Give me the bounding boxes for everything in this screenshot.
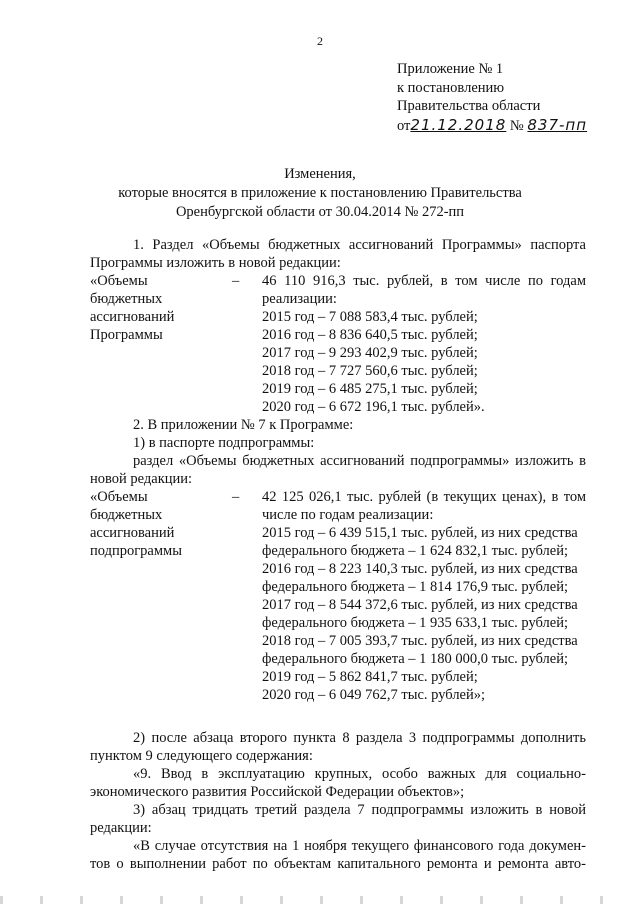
p2-line3: раздел «Объемы бюджетных ассигнований подпрограммы» изложить в — [133, 453, 586, 469]
appendix-date-line — [397, 116, 587, 136]
p3-line8: тов о выполнении работ по объектам капитального ремонта и ремонта авто- — [90, 856, 586, 872]
ot-label: от — [397, 117, 411, 134]
t1-left-2: бюджетных — [90, 291, 163, 307]
p3-line6: редакции: — [90, 820, 152, 836]
t1-year-2020: 2020 год – 6 672 196,1 тыс. рублей». — [262, 399, 485, 415]
p3-line1: 2) после абзаца второго пункта 8 раздела 3 подпрограммы дополнить — [133, 730, 586, 746]
t2-right-2: числе по годам реализации: — [262, 507, 434, 523]
t1-year-2015: 2015 год – 7 088 583,4 тыс. рублей; — [262, 309, 478, 325]
t2-dash: – — [232, 489, 240, 505]
title-line2: которые вносятся в приложение к постановлению Правительства — [118, 185, 522, 201]
t2-right-5: 2016 год – 8 223 140,3 тыс. рублей, из них средства — [262, 561, 578, 577]
t2-right-6: федерального бюджета – 1 814 176,9 тыс. рублей; — [262, 579, 569, 595]
p2-line1: 2. В приложении № 7 к Программе: — [133, 417, 354, 433]
page-number: 2 — [317, 34, 323, 48]
p3-line3: «9. Ввод в эксплуатацию крупных, особо важных для социально- — [133, 766, 586, 782]
appendix-line3: Правительства области — [397, 98, 541, 114]
appendix-block — [397, 60, 587, 135]
p3-line7: «В случае отсутствия на 1 ноября текущего финансового года докумен- — [133, 838, 586, 854]
handwritten-number: 837-пп — [527, 115, 588, 134]
t1-year-2019: 2019 год – 6 485 275,1 тыс. рублей; — [262, 381, 478, 397]
t2-right-11: 2019 год – 5 862 841,7 тыс. рублей; — [262, 669, 478, 685]
p2-line2: 1) в паспорте подпрограммы: — [133, 435, 315, 451]
t1-left-3: ассигнований — [90, 309, 175, 325]
t2-right-9: 2018 год – 7 005 393,7 тыс. рублей, из них средства — [262, 633, 578, 649]
p3-line4: экономического развития Российской Федерации объектов»; — [90, 784, 465, 800]
title-line3: Оренбургской области от 30.04.2014 № 272-пп — [175, 204, 465, 220]
t2-left-3: ассигнований — [90, 525, 175, 541]
p1-line1: 1. Раздел «Объемы бюджетных ассигнований Программы» паспорта — [133, 237, 586, 253]
t1-year-2017: 2017 год – 9 293 402,9 тыс. рублей; — [262, 345, 478, 361]
appendix-line2: к постановлению — [397, 79, 505, 96]
t1-left-1: «Объемы — [90, 273, 148, 289]
t1-dash: – — [232, 273, 240, 289]
scan-artifact-strip — [0, 896, 640, 904]
t2-right-1: 42 125 026,1 тыс. рублей (в текущих ценах), в том — [262, 489, 586, 505]
t1-left-4: Программы — [90, 327, 163, 343]
t2-right-10: федерального бюджета – 1 180 000,0 тыс. рублей; — [262, 651, 569, 667]
title-line1: Изменения, — [284, 166, 356, 182]
t2-left-1: «Объемы — [90, 489, 148, 505]
t2-right-12: 2020 год – 6 049 762,7 тыс. рублей»; — [262, 687, 486, 703]
t2-left-2: бюджетных — [90, 507, 163, 523]
p2-line4: новой редакции: — [90, 471, 193, 487]
t1-right-1: 46 110 916,3 тыс. рублей, в том числе по годам — [262, 273, 586, 289]
t2-right-3: 2015 год – 6 439 515,1 тыс. рублей, из них средства — [262, 525, 578, 541]
t1-right-2: реализации: — [262, 291, 337, 307]
p1-line2: Программы изложить в новой редакции: — [90, 255, 341, 271]
p3-line5: 3) абзац тридцать третий раздела 7 подпрограммы изложить в новой — [133, 802, 586, 818]
t1-year-2016: 2016 год – 8 836 640,5 тыс. рублей; — [262, 327, 478, 343]
t2-left-4: подпрограммы — [90, 543, 182, 559]
t2-right-8: федерального бюджета – 1 935 633,1 тыс. рублей; — [262, 615, 569, 631]
p3-line2: пунктом 9 следующего содержания: — [90, 748, 313, 764]
t1-year-2018: 2018 год – 7 727 560,6 тыс. рублей; — [262, 363, 478, 379]
handwritten-date: 21.12.2018 — [410, 115, 507, 134]
number-label: № — [509, 117, 524, 134]
appendix-line1: Приложение № 1 — [397, 61, 504, 77]
t2-right-7: 2017 год – 8 544 372,6 тыс. рублей, из них средства — [262, 597, 578, 613]
t2-right-4: федерального бюджета – 1 624 832,1 тыс. рублей; — [262, 543, 569, 559]
